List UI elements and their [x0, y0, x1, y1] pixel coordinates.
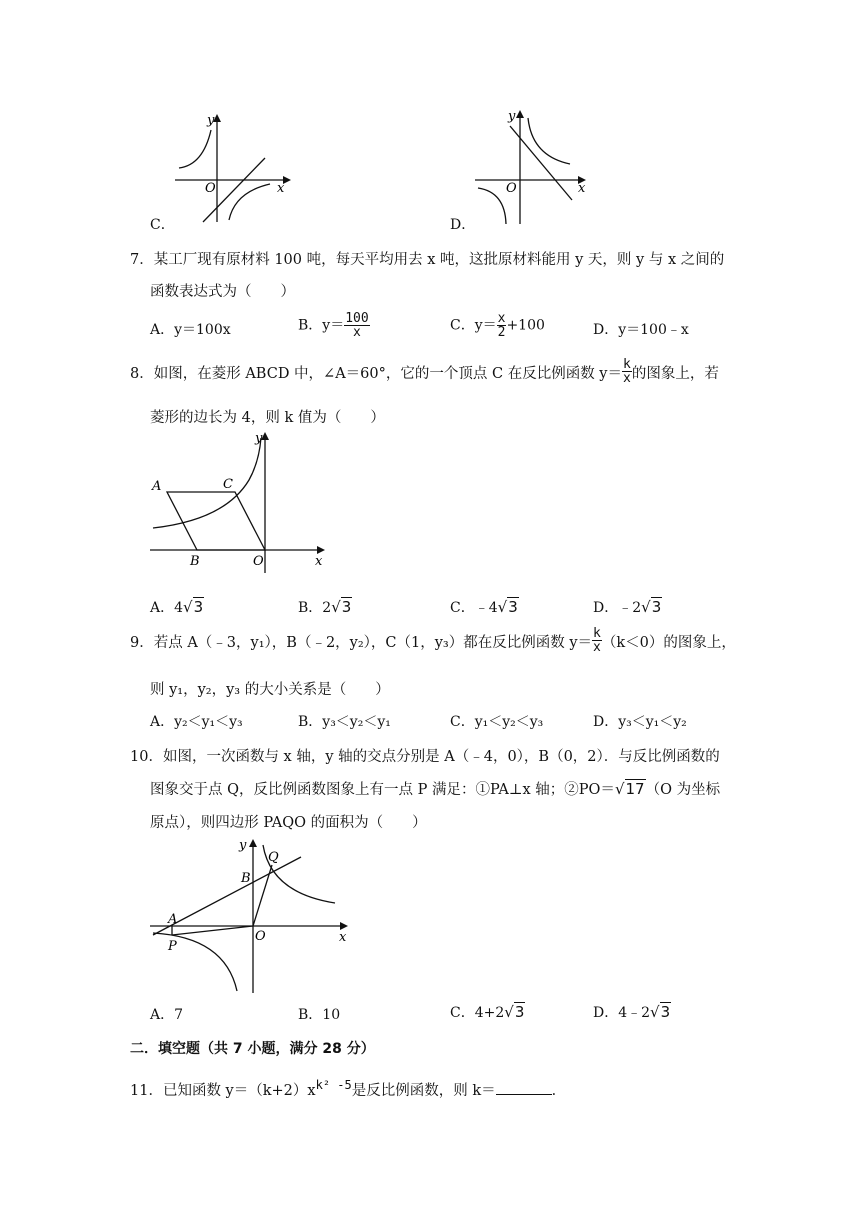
q7-option-d: D．y＝100﹣x [593, 322, 689, 338]
q8-label-o: O [253, 554, 264, 569]
q10-label-q: Q [268, 850, 279, 865]
q7-text-line2: 函数表达式为（ ） [150, 284, 295, 300]
q10-figure [145, 833, 365, 998]
q8-text-line1: 8．如图，在菱形 ABCD 中，∠A＝60°，它的一个顶点 C 在反比例函数 y＝ $\frac{k}{x}$ 的图象上，若 [130, 356, 719, 386]
q6d-y-label: y [508, 109, 516, 124]
q6c-x-label: x [277, 181, 285, 196]
q6d-origin-label: O [506, 181, 517, 196]
q10-label-a: A [168, 912, 178, 927]
q9-option-a: A．y₂＜y₁＜y₃ [150, 714, 243, 730]
q8-text-line2: 菱形的边长为 4，则 k 值为（ ） [150, 410, 385, 426]
q10-option-b: B．10 [298, 1007, 341, 1023]
q7-option-a: A．y＝100x [150, 322, 231, 338]
q7-text-line1: 7．某工厂现有原材料 100 吨，每天平均用去 x 吨，这批原材料能用 y 天，则 y 与 x 之间的 [130, 252, 725, 268]
q8-option-d: D．﹣2√3 [593, 598, 662, 616]
q10-label-p: P [168, 939, 177, 954]
q10-text-line2: 图象交于点 Q，反比例函数图象上有一点 P 满足：①PA⊥x 轴；②PO＝√17（O 为坐标 [150, 780, 721, 798]
q8-label-a: A [152, 479, 162, 494]
q9-text-line1: 9．若点 A（﹣3，y₁），B（﹣2，y₂），C（1，y₃）都在反比例函数 y＝ $\frac{k}{x}$ （k＜0）的图象上， [130, 625, 736, 655]
q10-label-o: O [255, 929, 266, 944]
section-title-fill-blank: 二．填空题（共 7 小题，满分 28 分） [130, 1041, 375, 1057]
q6-option-c: C． [150, 217, 175, 233]
q7-option-b: B．y＝ $\frac{100}{x}$ [298, 311, 369, 340]
q9-text-line2: 则 y₁，y₂，y₃ 的大小关系是（ ） [150, 682, 390, 698]
q10-text-line3: 原点），则四边形 PAQO 的面积为（ ） [150, 815, 427, 831]
q6-graph-c [165, 110, 295, 225]
q6c-y-label: y [207, 113, 215, 128]
q10-option-d: D．4﹣2√3 [593, 1003, 671, 1021]
q11-text: 11．已知函数 $y=(k+2)x^{k^2 ‑5}$是反比例函数，则 k＝ ． [130, 1078, 567, 1099]
q10-label-y: y [239, 838, 247, 853]
q6c-origin-label: O [205, 181, 216, 196]
q6d-x-label: x [578, 181, 586, 196]
q8-figure-rhombus [145, 428, 335, 573]
q6-option-d: D． [450, 217, 476, 233]
q8-label-x: x [315, 554, 323, 569]
q9-option-c: C．y₁＜y₂＜y₃ [450, 714, 544, 730]
q10-option-c: C．4+2√3 [450, 1003, 525, 1021]
q9-option-d: D．y₃＜y₁＜y₂ [593, 714, 687, 730]
q8-label-b: B [190, 554, 200, 569]
q10-label-x: x [339, 930, 347, 945]
q10-label-b: B [241, 871, 251, 886]
q11-answer-blank[interactable] [496, 1082, 552, 1095]
q8-option-c: C．﹣4√3 [450, 598, 518, 616]
q6-graph-d [470, 108, 600, 228]
q8-label-c: C [223, 477, 233, 492]
q9-option-b: B．y₃＜y₂＜y₁ [298, 714, 391, 730]
q8-option-a: A．4√3 [150, 598, 204, 616]
q8-label-y: y [255, 431, 263, 446]
q10-text-line1: 10．如图，一次函数与 x 轴，y 轴的交点分别是 A（﹣4，0），B（0，2）．与反比例函数的 [130, 749, 720, 765]
q10-option-a: A．7 [150, 1007, 184, 1023]
q7-option-c: C．y＝ $\frac{x}{2}$ +100 [450, 311, 545, 340]
q8-option-b: B．2√3 [298, 598, 352, 616]
